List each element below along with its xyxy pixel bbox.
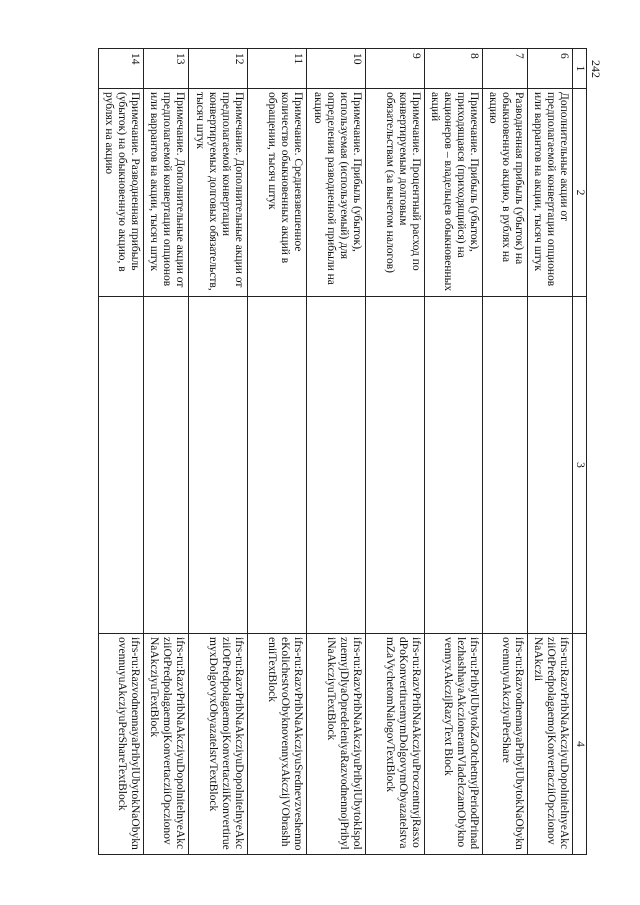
row-name: Примечание. Прибыль (убыток), используемая (используемый) для определения разводненной прибыли на акцию <box>306 89 365 297</box>
table-row <box>365 49 424 855</box>
table-row <box>306 49 365 855</box>
row-empty-cell <box>424 297 483 634</box>
row-number: 14 <box>99 49 144 89</box>
row-code: ifrs-ru:RazvPribNaAkcziyuPribylUbytokIspolzuemyjDlyaOpredeleniyaRazvodnennojPribyliNaAkcziyuTextBlock <box>306 634 365 855</box>
row-number: 9 <box>365 49 424 89</box>
header-col-3: 3 <box>573 297 587 634</box>
row-code: ifrs-ru:RazvPribNaAkcziyuDopolnitelnyeAkcziiOtPredpolagaemojKonvertacziiOpczionovNaAkczii <box>528 634 573 855</box>
row-code: ifrs-ru:RazvodnennayaPribylUbytokNaObyknovennuyuAkcziyuPerShare <box>483 634 528 855</box>
row-code: ifrs-ru:RazvPribNaAkcziyuSrednevzveshennoeKolichestvoObyknovennyxAkczijVObrashheniiTextBlock <box>247 634 306 855</box>
header-row <box>573 49 587 855</box>
row-name: Примечание. Дополнительные акции от предполагаемой конвертации опционов или варрантов на акции, тысяч штук <box>143 89 188 297</box>
row-empty-cell <box>528 297 573 634</box>
row-number: 8 <box>424 49 483 89</box>
row-code: ifrs-ru:RazvodnennayaPribylUbytokNaObyknovennuyuAkcziyuPerShareTextBlock <box>99 634 144 855</box>
table-row <box>424 49 483 855</box>
row-empty-cell <box>99 297 144 634</box>
row-name: Дополнительные акции от предполагаемой конвертации опционов или варрантов на акции, тысяч штук <box>528 89 573 297</box>
row-number: 7 <box>483 49 528 89</box>
header-col-1: 1 <box>573 49 587 89</box>
row-name: Примечание. Прибыль (убыток), приходящаяся (приходящийся) на акционеров – владельцев обыкновенных акций <box>424 89 483 297</box>
row-name: Примечание. Разводненная прибыль (убыток) на обыкновенную акцию, в рублях на акцию <box>99 89 144 297</box>
row-name: Примечание. Процентный расход по конвертируемым долговым обязательствам (за вычетом налогов) <box>365 89 424 297</box>
row-code: ifrs-ru:RazvPribNaAkcziyuDopolnitelnyeAkcziiOtPredpolagaemojKonvertacziiKonvertiruemyxDolgovyxObyazatelstvTextBlock <box>188 634 247 855</box>
row-empty-cell <box>247 297 306 634</box>
row-name: Примечание. Дополнительные акции от предполагаемой конвертации конвертируемых долговых обязательств, тысяч штук <box>188 89 247 297</box>
row-empty-cell <box>365 297 424 634</box>
row-empty-cell <box>306 297 365 634</box>
row-name: Разводненная прибыль (убыток) на обыкновенную акцию, в рублях на акцию <box>483 89 528 297</box>
table-row <box>528 49 573 855</box>
page-number: 242 <box>589 60 603 78</box>
row-number: 12 <box>188 49 247 89</box>
table-row <box>247 49 306 855</box>
header-col-2: 2 <box>573 89 587 297</box>
row-number: 13 <box>143 49 188 89</box>
row-number: 11 <box>247 49 306 89</box>
table-row <box>188 49 247 855</box>
rotated-table-container <box>98 48 587 854</box>
table-row <box>99 49 144 855</box>
row-number: 10 <box>306 49 365 89</box>
taxonomy-table <box>98 48 587 855</box>
table-row <box>143 49 188 855</box>
row-empty-cell <box>188 297 247 634</box>
row-code: ifrs-ru:RazvPribNaAkcziyuProczentnyjRasxodPoKonvertiruemymDolgovymObyazatelstvamZaVychetomNalogovTextBlock <box>365 634 424 855</box>
row-empty-cell <box>143 297 188 634</box>
table-row <box>483 49 528 855</box>
header-col-4: 4 <box>573 634 587 855</box>
row-number: 6 <box>528 49 573 89</box>
row-name: Примечание. Средневзвешенное количество обыкновенных акций в обращении, тысяч штук <box>247 89 306 297</box>
row-empty-cell <box>483 297 528 634</box>
row-code: ifrs-ru:PribylUbytokZaOtchetnyjPeriodPrinadlezhashhayaAkczioneramVladelczamObyknovennyxAkczijRazyText Block <box>424 634 483 855</box>
row-code: ifrs-ru:RazvPribNaAkcziyuDopolnitelnyeAkcziiOtPredpolagaemojKonvertacziiOpczionovNaAkcziyuTextBlock <box>143 634 188 855</box>
